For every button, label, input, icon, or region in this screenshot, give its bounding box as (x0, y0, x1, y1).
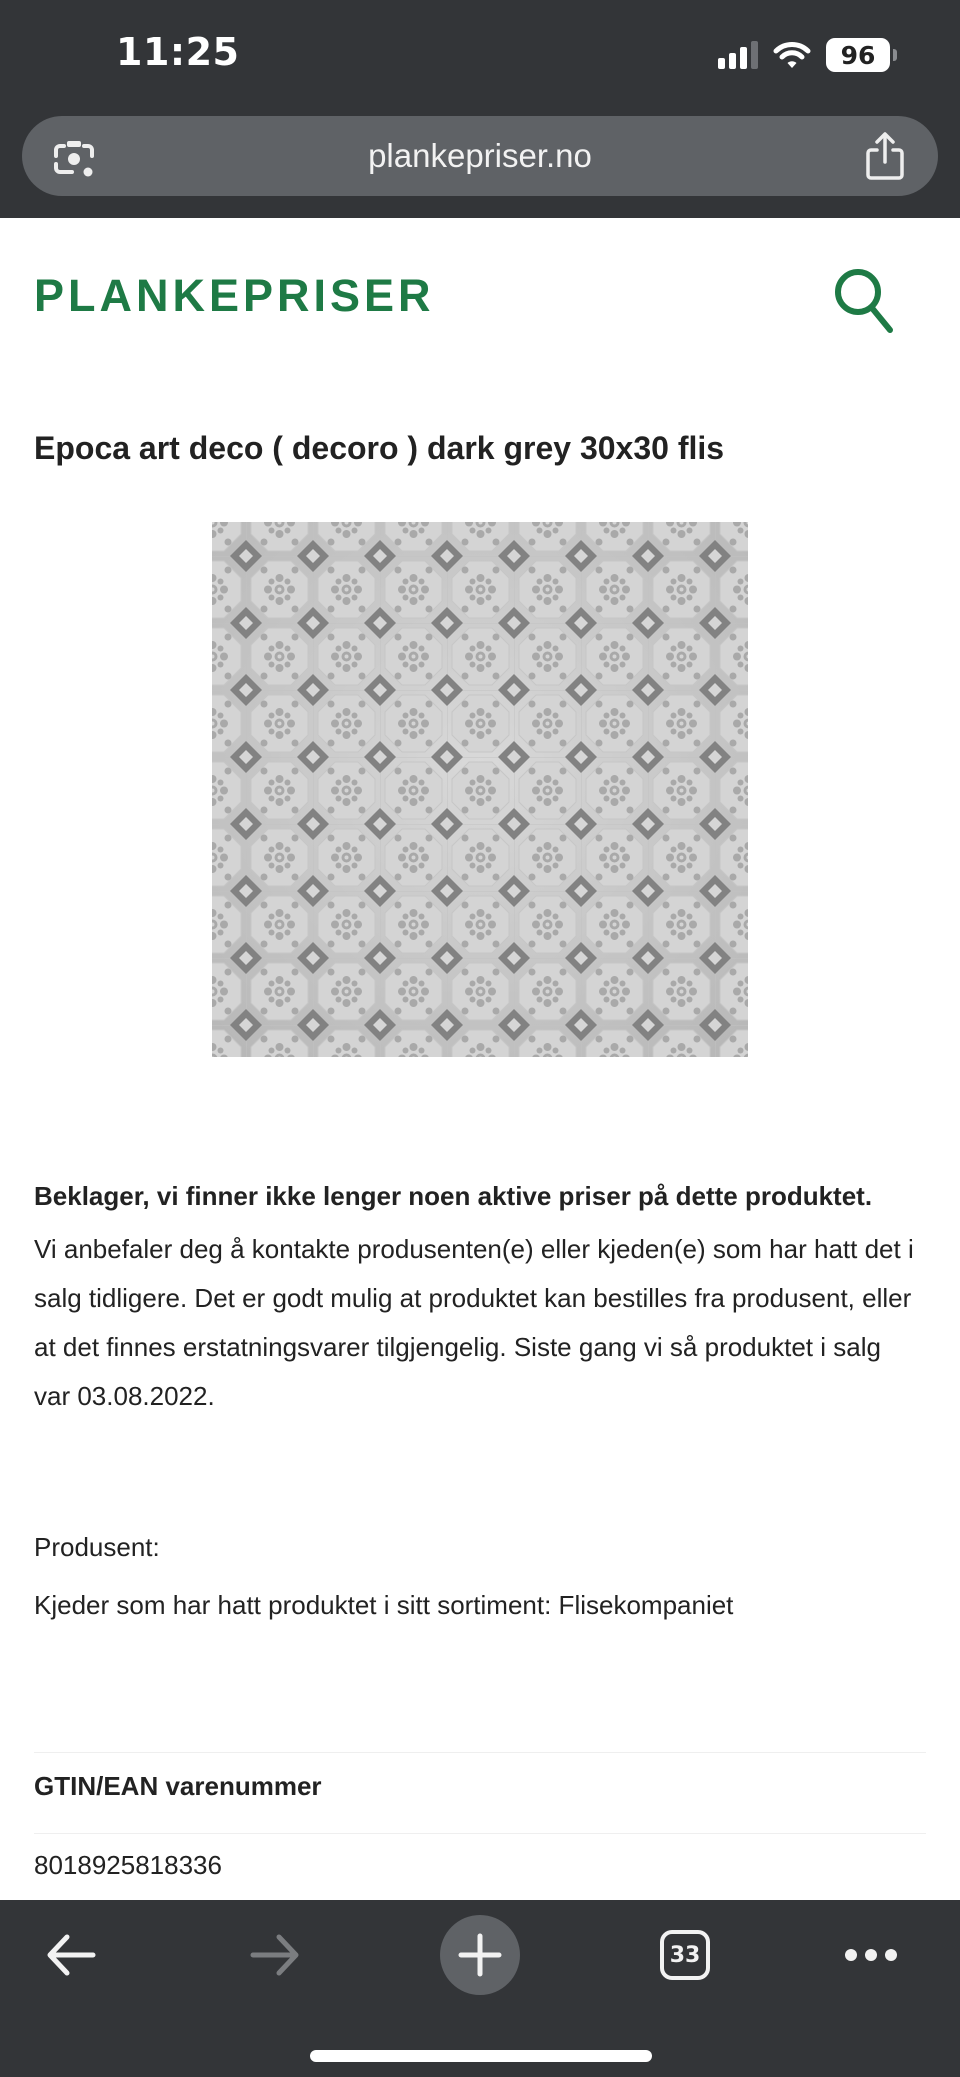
more-dots-icon (844, 1947, 898, 1963)
tabs-button[interactable] (650, 1920, 720, 1990)
chains-text: Kjeder som har hatt produktet i sitt sortiment: Flisekompaniet (34, 1590, 734, 1620)
site-logo[interactable]: PLANKEPRISER (34, 270, 435, 321)
product-title: Epoca art deco ( decoro ) dark grey 30x30 flis (34, 430, 725, 466)
arrow-right-icon (249, 1933, 301, 1977)
plus-icon (458, 1933, 502, 1977)
home-indicator[interactable] (310, 2050, 652, 2062)
share-icon[interactable] (862, 130, 908, 182)
gtin-label: GTIN/EAN varenummer (34, 1771, 322, 1801)
signal-icon (718, 41, 758, 69)
more-button[interactable] (836, 1920, 906, 1990)
divider (34, 1752, 926, 1753)
new-tab-button[interactable] (440, 1915, 520, 1995)
notice-body: Vi anbefaler deg å kontakte produsenten(e) eller kjeden(e) som har hatt det i salg tidligere. Det er godt mulig at produktet kan bestilles fra produsent, eller at det finnes erstatningsvarer tilgjengelig. Siste gang vi så produktet i salg var 03.08.2022. (34, 1234, 914, 1411)
url-text[interactable]: plankepriser.no (368, 137, 592, 174)
no-prices-notice (34, 1172, 924, 1421)
battery-icon: 96 (826, 38, 890, 72)
divider (34, 1833, 926, 1834)
gtin-value: 8018925818336 (34, 1850, 222, 1880)
arrow-left-icon (45, 1933, 97, 1977)
address-bar[interactable] (22, 116, 938, 196)
wifi-icon (772, 40, 812, 70)
product-image (212, 522, 748, 1057)
status-icons (718, 38, 890, 72)
browser-top-bar (0, 0, 960, 218)
forward-button[interactable] (240, 1920, 310, 1990)
site-header (0, 218, 960, 368)
tab-count-icon: 33 (660, 1930, 710, 1980)
notice-title: Beklager, vi finner ikke lenger noen aktive priser på dette produktet. (34, 1181, 873, 1211)
producer-label: Produsent: (34, 1532, 160, 1562)
status-time: 11:25 (116, 30, 240, 74)
search-icon[interactable] (828, 262, 900, 338)
back-button[interactable] (36, 1920, 106, 1990)
